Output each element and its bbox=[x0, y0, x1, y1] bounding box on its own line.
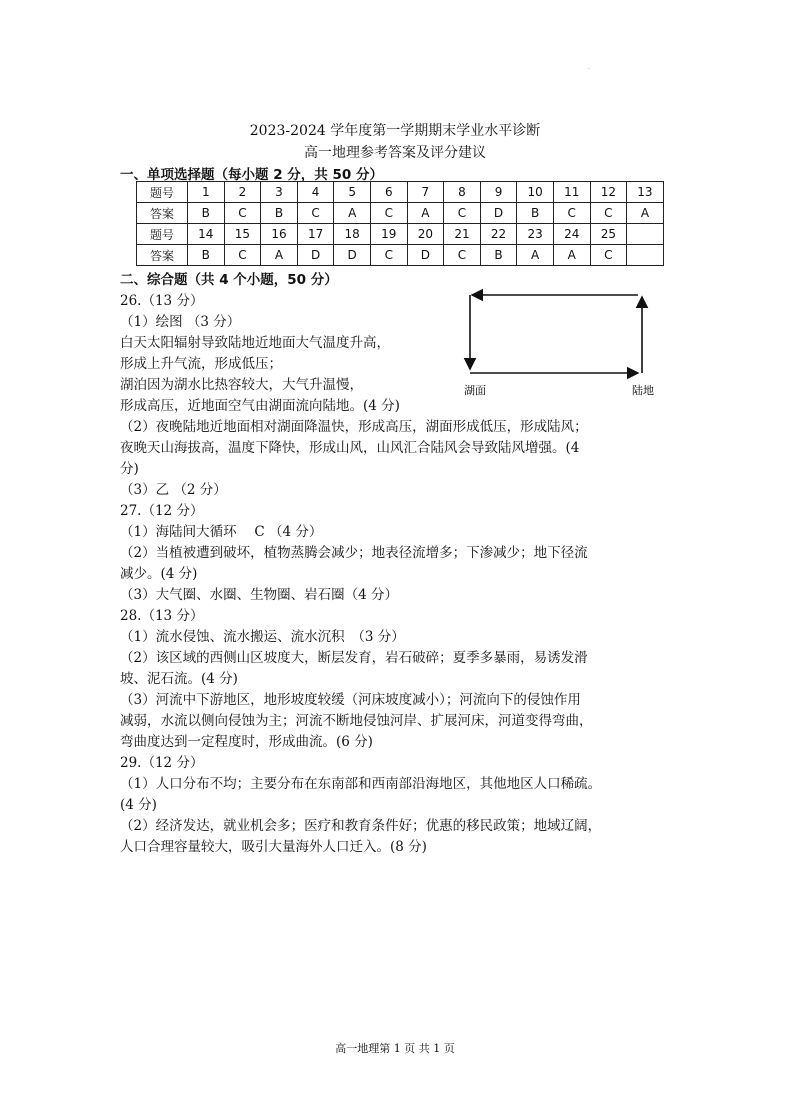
text-line: (4 分) bbox=[120, 797, 157, 813]
text-line: （2）该区域的西侧山区坡度大，断层发育，岩石破碎；夏季多暴雨，易诱发滑 bbox=[120, 650, 588, 666]
label-land: 陆地 bbox=[632, 384, 654, 397]
table-cell: D bbox=[480, 203, 517, 224]
text-line: （3）大气圈、水圈、生物圈、岩石圈（4 分） bbox=[120, 587, 398, 603]
table-row bbox=[137, 203, 664, 224]
table-cell: 14 bbox=[188, 224, 225, 245]
table-row-header: 题号 bbox=[137, 224, 188, 245]
table-cell: 12 bbox=[590, 182, 627, 203]
table-cell: C bbox=[590, 245, 627, 266]
table-cell: 9 bbox=[480, 182, 517, 203]
table-row bbox=[137, 182, 664, 203]
text-line: （1）海陆间大循环 C （4 分） bbox=[120, 524, 323, 540]
table-cell: B bbox=[188, 203, 225, 224]
doc-title: 2023-2024 学年度第一学期期末学业水平诊断 bbox=[249, 123, 541, 139]
table-cell: B bbox=[188, 245, 225, 266]
text-line: 形成上升气流，形成低压； bbox=[120, 356, 282, 372]
doc-subtitle: 高一地理参考答案及评分建议 bbox=[304, 145, 486, 161]
text-line: （3）乙 （2 分） bbox=[120, 482, 227, 498]
table-cell: 8 bbox=[444, 182, 481, 203]
text-line: （3）河流中下游地区，地形坡度较缓（河床坡度减小）；河流向下的侵蚀作用 bbox=[120, 692, 581, 708]
table-cell: D bbox=[407, 245, 444, 266]
text-line: 湖泊因为湖水比热容较大，大气升温慢， bbox=[120, 377, 363, 393]
table-cell: 25 bbox=[590, 224, 627, 245]
table-cell: 15 bbox=[224, 224, 261, 245]
table-cell: 18 bbox=[334, 224, 371, 245]
table-cell: A bbox=[517, 245, 554, 266]
text-line: （1）人口分布不均；主要分布在东南部和西南部沿海地区，其他地区人口稀疏。 bbox=[120, 776, 602, 792]
table-cell: 1 bbox=[188, 182, 225, 203]
text-line: （2）当植被遭到破坏，植物蒸腾会减少；地表径流增多；下渗减少；地下径流 bbox=[120, 545, 588, 561]
text-line: 弯曲度达到一定程度时，形成曲流。(6 分) bbox=[120, 734, 373, 750]
table-cell: A bbox=[627, 203, 664, 224]
table-cell: C bbox=[590, 203, 627, 224]
table-cell: C bbox=[444, 245, 481, 266]
table-cell: 20 bbox=[407, 224, 444, 245]
table-cell: D bbox=[297, 245, 334, 266]
text-line: 坡、泥石流。(4 分) bbox=[120, 671, 238, 687]
text-line: （2）夜晚陆地近地面相对湖面降温快，形成高压，湖面形成低压，形成陆风； bbox=[120, 419, 588, 435]
table-cell: B bbox=[261, 203, 298, 224]
table-cell: C bbox=[297, 203, 334, 224]
table-cell: A bbox=[407, 203, 444, 224]
table-cell: B bbox=[480, 245, 517, 266]
table-cell: 19 bbox=[370, 224, 407, 245]
table-cell bbox=[627, 224, 664, 245]
table-row-header: 答案 bbox=[137, 203, 188, 224]
wind-diagram bbox=[460, 285, 660, 400]
page-footer: 高一地理第 1 页 共 1 页 bbox=[335, 1042, 455, 1055]
text-line: 减弱，水流以侧向侵蚀为主；河流不断地侵蚀河岸、扩展河床，河道变得弯曲， bbox=[120, 713, 593, 729]
table-cell: 2 bbox=[224, 182, 261, 203]
answer-table bbox=[136, 181, 664, 266]
table-cell: C bbox=[370, 203, 407, 224]
table-cell: 4 bbox=[297, 182, 334, 203]
table-row-header: 题号 bbox=[137, 182, 188, 203]
text-line: 夜晚天山海拔高，温度下降快，形成山风，山风汇合陆风会导致陆风增强。(4 bbox=[120, 440, 580, 456]
text-line: （1）绘图 （3 分） bbox=[120, 314, 241, 330]
table-cell: 11 bbox=[553, 182, 590, 203]
table-cell: 3 bbox=[261, 182, 298, 203]
table-row-header: 答案 bbox=[137, 245, 188, 266]
table-cell: A bbox=[553, 245, 590, 266]
text-line: 分) bbox=[120, 461, 139, 477]
text-line: （2）经济发达，就业机会多；医疗和教育条件好；优惠的移民政策；地域辽阔， bbox=[120, 818, 602, 834]
text-line: 白天太阳辐射导致陆地近地面大气温度升高， bbox=[120, 335, 390, 351]
text-line: 29.（12 分） bbox=[120, 755, 204, 771]
label-lake: 湖面 bbox=[464, 384, 486, 397]
table-cell: 17 bbox=[297, 224, 334, 245]
table-cell: 5 bbox=[334, 182, 371, 203]
text-line: 26.（13 分） bbox=[120, 293, 204, 309]
table-cell: 7 bbox=[407, 182, 444, 203]
table-cell: C bbox=[224, 203, 261, 224]
table-cell: 16 bbox=[261, 224, 298, 245]
section1-title: 一、单项选择题（每小题 2 分，共 50 分） bbox=[120, 167, 383, 183]
table-cell: 23 bbox=[517, 224, 554, 245]
scan-dot: · bbox=[588, 66, 590, 73]
table-row bbox=[137, 224, 664, 245]
table-cell: A bbox=[334, 203, 371, 224]
table-cell: 6 bbox=[370, 182, 407, 203]
section2-title: 二、综合题（共 4 个小题，50 分） bbox=[120, 272, 338, 288]
table-cell: 24 bbox=[553, 224, 590, 245]
table-cell: C bbox=[370, 245, 407, 266]
text-line: 27.（12 分） bbox=[120, 503, 204, 519]
text-line: 形成高压，近地面空气由湖面流向陆地。(4 分) bbox=[120, 398, 400, 414]
table-cell: 10 bbox=[517, 182, 554, 203]
table-cell: 22 bbox=[480, 224, 517, 245]
table-row bbox=[137, 245, 664, 266]
table-cell: D bbox=[334, 245, 371, 266]
text-line: （1）流水侵蚀、流水搬运、流水沉积 （3 分） bbox=[120, 629, 405, 645]
table-cell: 21 bbox=[444, 224, 481, 245]
table-cell: B bbox=[517, 203, 554, 224]
text-line: 减少。(4 分) bbox=[120, 566, 198, 582]
table-cell: A bbox=[261, 245, 298, 266]
table-cell: C bbox=[553, 203, 590, 224]
text-line: 28.（13 分） bbox=[120, 608, 204, 624]
table-cell bbox=[627, 245, 664, 266]
table-cell: C bbox=[444, 203, 481, 224]
table-cell: 13 bbox=[627, 182, 664, 203]
table-cell: C bbox=[224, 245, 261, 266]
text-line: 人口合理容量较大，吸引大量海外人口迁入。(8 分) bbox=[120, 839, 427, 855]
